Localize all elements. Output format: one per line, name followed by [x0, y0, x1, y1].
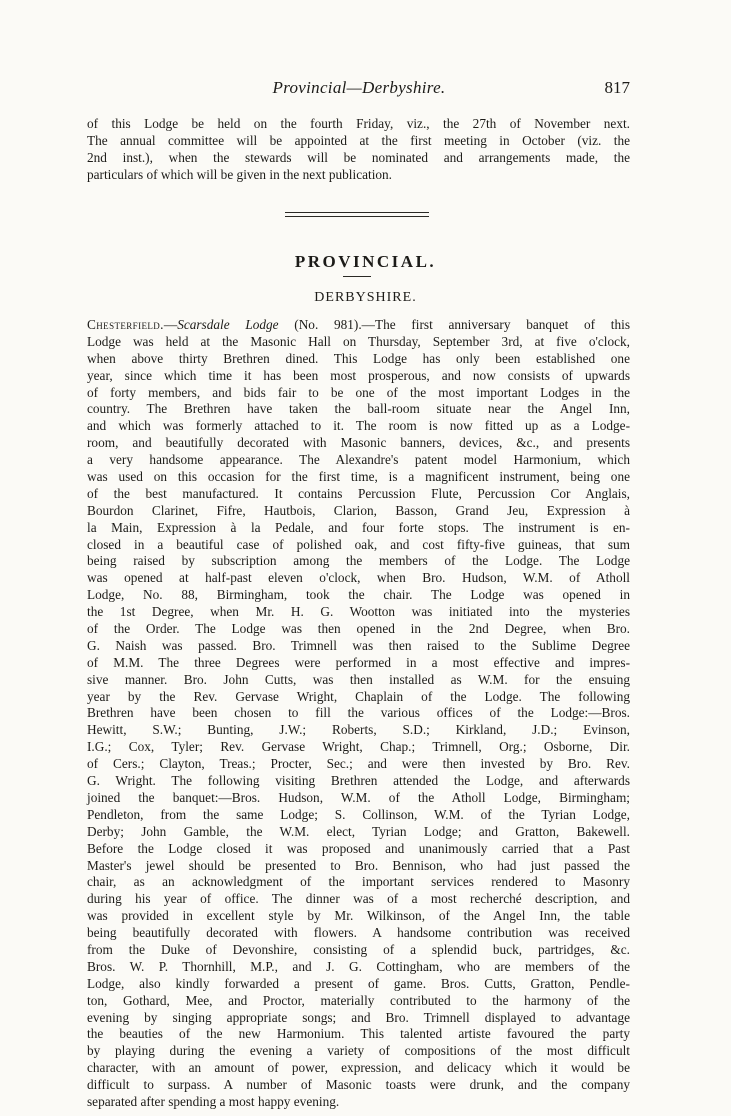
text-line: year, since which time it has been most prosperous, and now consists of upwards: [87, 367, 630, 383]
text-line: the 1st Degree, when Mr. H. G. Wootton was initiated into the mysteries: [87, 604, 630, 620]
page-number: 817: [604, 78, 630, 97]
text-line: ton, Gothard, Mee, and Proctor, materially contributed to the harmony of the: [87, 992, 630, 1008]
text-line: la Main, Expression à la Pedale, and four forte stops. The instrument is en-: [87, 519, 630, 535]
text-line: separated after spending a most happy evening.: [87, 1093, 340, 1109]
text-line: was used on this occasion for the first time, is a magnificent instrument, being one: [87, 469, 630, 485]
text-line: Brethren have been chosen to fill the various offices of the Lodge:—Bros.: [87, 705, 630, 721]
text-line: 2nd inst.), when the stewards will be nominated and arrangements made, the: [87, 149, 630, 165]
text-line: chair, as an acknowledgment of the important services rendered to Masonry: [87, 874, 630, 890]
text-line: was opened at half-past eleven o'clock, when Bro. Hudson, W.M. of Atholl: [87, 570, 630, 586]
heading-underline: [343, 276, 371, 277]
text-line: Before the Lodge closed it was proposed and unanimously carried that a Past: [87, 840, 630, 856]
text-line: The annual committee will be appointed at the first meeting in October (viz. the: [87, 132, 630, 148]
text-line: when above thirty Brethren dined. This Lodge has only been established one: [87, 350, 630, 366]
lead-place: Chesterfield.: [87, 317, 164, 332]
text-line: of forty members, and bids fair to be one of the most important Lodges in the: [87, 384, 630, 400]
text-line: from the Duke of Devonshire, consisting of a splendid buck, partridges, &c.: [87, 941, 630, 957]
text-line: by playing during the evening a variety of compositions of the most difficult: [87, 1043, 630, 1059]
text-line: Pendleton, from the same Lodge; S. Collinson, W.M. of the Tyrian Lodge,: [87, 806, 630, 822]
running-title: Provincial—Derbyshire.: [272, 78, 446, 97]
text-line: G. Naish was passed. Bro. Trimnell was then raised to the Sublime Degree: [87, 637, 630, 653]
text-line: the beauties of the new Harmonium. This talented artiste favoured the party: [87, 1026, 630, 1042]
article-body: [87, 317, 630, 1111]
page-header: [88, 78, 630, 100]
intro-paragraph: [87, 116, 630, 184]
text-line: particulars of which will be given in the next publication.: [87, 166, 393, 182]
article-lead-line: [87, 317, 630, 334]
section-divider-rule: [285, 212, 429, 213]
text-line: evening by singing appropriate songs; and Bro. Trimnell displayed to advantage: [87, 1009, 630, 1025]
text-line: being beautifully decorated with flowers. A handsome contribution was received: [87, 925, 630, 941]
text-line: year by the Rev. Gervase Wright, Chaplain of the Lodge. The following: [87, 688, 630, 704]
text-line: Bros. W. P. Thornhill, M.P., and J. G. Cottingham, who are members of the: [87, 958, 630, 974]
text-line: and which was formerly attached to it. The room is now fitted up as a Lodge-: [87, 418, 630, 434]
text-line: room, and beautifully decorated with Masonic banners, devices, &c., and presents: [87, 435, 630, 451]
section-heading: PROVINCIAL.: [294, 252, 437, 271]
text-line: of this Lodge be held on the fourth Friday, viz., the 27th of November next.: [87, 116, 630, 131]
text-line: a very handsome appearance. The Alexandre's patent model Harmonium, which: [87, 452, 630, 468]
lead-lodge-name: Scarsdale Lodge: [177, 317, 279, 332]
lead-dash: —: [163, 317, 178, 332]
text-line: joined the banquet:—Bros. Hudson, W.M. of the Atholl Lodge, Birmingham;: [87, 789, 630, 805]
text-line: Master's jewel should be presented to Bro. Bennison, who had just passed the: [87, 857, 630, 873]
text-line: G. Wright. The following visiting Brethren attended the Lodge, and afterwards: [87, 773, 630, 789]
text-line: I.G.; Cox, Tyler; Rev. Gervase Wright, Chap.; Trimnell, Org.; Osborne, Dir.: [87, 739, 630, 755]
text-line: sive manner. Bro. John Cutts, was then installed as W.M. for the ensuing: [87, 671, 630, 687]
text-line: closed in a beautiful case of polished oak, and cost fifty-five guineas, that sum: [87, 536, 630, 552]
subsection-heading: DERBYSHIRE.: [314, 290, 417, 305]
text-line: Lodge, No. 88, Birmingham, took the chair. The Lodge was opened in: [87, 587, 630, 603]
section-divider-rule: [285, 216, 429, 217]
text-line: Lodge, also kindly forwarded a present of game. Bros. Cutts, Gratton, Pendle-: [87, 975, 630, 991]
text-line: difficult to surpass. A number of Masonic toasts were drunk, and the company: [87, 1077, 630, 1093]
text-line: during his year of office. The dinner was of a most recherché description, and: [87, 891, 630, 907]
text-line: of Cers.; Clayton, Treas.; Procter, Sec.; and were then invested by Bro. Rev.: [87, 756, 630, 772]
text-line: Hewitt, S.W.; Bunting, J.W.; Roberts, S.D.; Kirkland, J.D.; Evinson,: [87, 722, 630, 738]
text-line: of the Order. The Lodge was then opened in the 2nd Degree, when Bro.: [87, 621, 630, 637]
text-line: of the best manufactured. It contains Percussion Flute, Percussion Cor Anglais,: [87, 485, 630, 501]
text-line: Lodge was held at the Masonic Hall on Thursday, September 3rd, at five o'clock,: [87, 333, 630, 349]
text-line: Derby; John Gamble, the W.M. elect, Tyrian Lodge; and Gratton, Bakewell.: [87, 823, 630, 839]
text-line: Bourdon Clarinet, Fifre, Hautbois, Clarion, Basson, Grand Jeu, Expression à: [87, 502, 630, 518]
text-line: character, with an amount of power, expression, and delicacy which it would be: [87, 1060, 630, 1076]
text-line: country. The Brethren have taken the ball-room situate near the Angel Inn,: [87, 401, 630, 417]
text-line: was provided in excellent style by Mr. Wilkinson, of the Angel Inn, the table: [87, 908, 630, 924]
lead-rest: (No. 981).—The first anniversary banquet of this: [278, 317, 630, 332]
text-line: of M.M. The three Degrees were performed in a most effective and impres-: [87, 654, 630, 670]
text-line: being raised by subscription among the members of the Lodge. The Lodge: [87, 553, 630, 569]
